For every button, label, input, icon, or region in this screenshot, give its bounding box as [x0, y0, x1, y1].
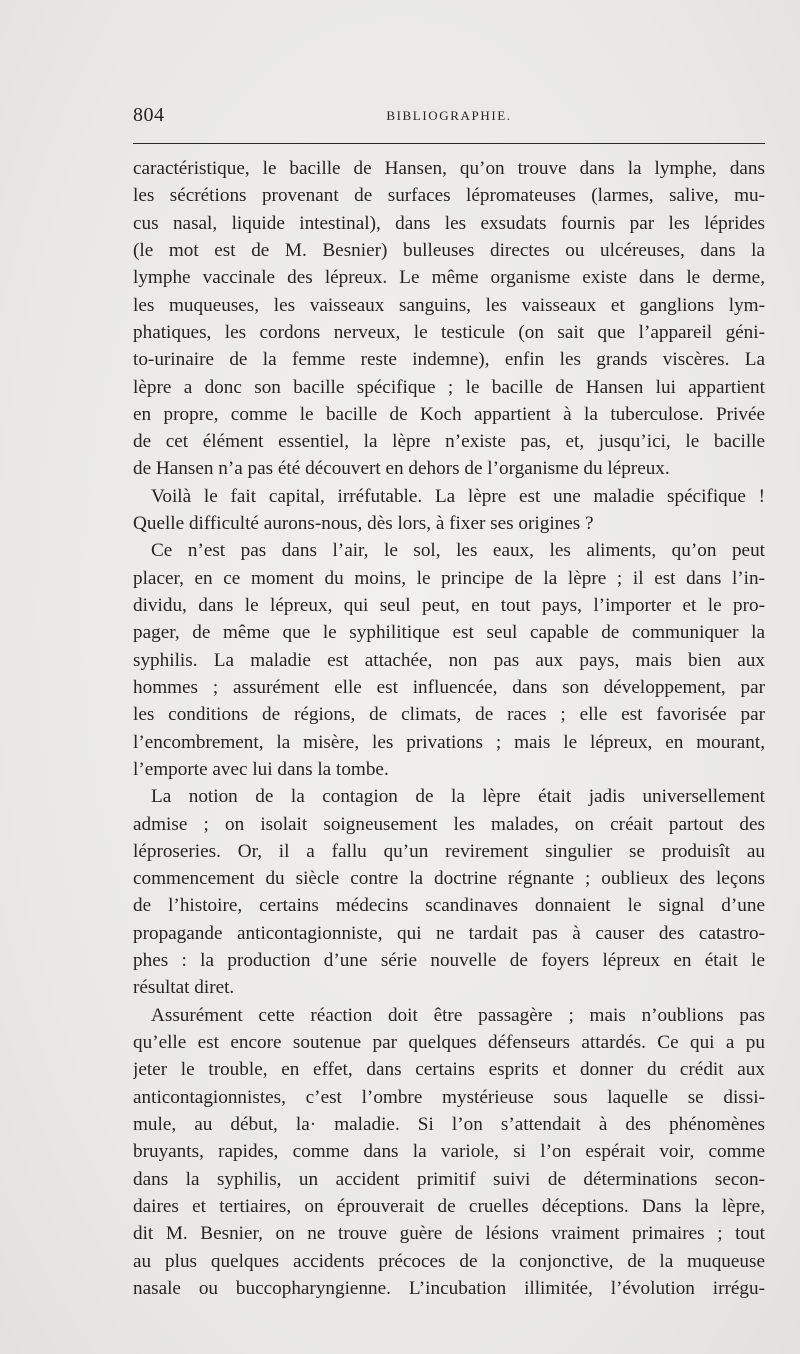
text-line: placer, en ce moment du moins, le principe de la lèpre ; il est dans l’in-: [133, 567, 765, 589]
text-line: de l’histoire, certains médecins scandinaves donnaient le signal d’une: [133, 895, 765, 917]
text-line: pager, de même que le syphilitique est seul capable de communiquer la: [133, 622, 765, 644]
header-rule: [133, 143, 765, 144]
text-line: propagande anticontagionniste, qui ne tardait pas à causer des catastro-: [133, 922, 765, 944]
text-line: les sécrétions provenant de surfaces lépromateuses (larmes, salive, mu-: [133, 185, 765, 207]
text-line: syphilis. La maladie est attachée, non pas aux pays, mais bien aux: [133, 649, 765, 671]
text-line: lèpre a donc son bacille spécifique ; le bacille de Hansen lui appartient: [133, 376, 765, 398]
text-line: phatiques, les cordons nerveux, le testicule (on sait que l’appareil géni-: [133, 321, 765, 343]
body-text: [133, 155, 765, 1302]
text-line: l’emporte avec lui dans la tombe.: [133, 758, 389, 780]
text-line: lymphe vaccinale des lépreux. Le même organisme existe dans le derme,: [133, 267, 765, 289]
text-line: qu’elle est encore soutenue par quelques défenseurs attardés. Ce qui a pu: [133, 1032, 765, 1053]
text-line: phes : la production d’une série nouvelle de foyers lépreux en était le: [133, 950, 765, 972]
text-line: dividu, dans le lépreux, qui seul peut, en tout pays, l’importer et le pro-: [133, 595, 765, 616]
text-line: au plus quelques accidents précoces de la conjonctive, de la muqueuse: [133, 1250, 765, 1272]
page-header: [133, 104, 765, 134]
text-line: hommes ; assurément elle est influencée, dans son développement, par: [133, 676, 765, 698]
text-line: anticontagionnistes, c’est l’ombre mystérieuse sous laquelle se dissi-: [133, 1086, 765, 1108]
text-line: de Hansen n’a pas été découvert en dehors de l’organisme du lépreux.: [133, 458, 670, 480]
text-line: commencement du siècle contre la doctrine régnante ; oublieux des leçons: [133, 868, 765, 890]
text-line: mule, au début, la· maladie. Si l’on s’attendait à des phénomènes: [133, 1113, 765, 1135]
text-line: caractéristique, le bacille de Hansen, qu’on trouve dans la lymphe, dans: [133, 158, 765, 179]
text-line: jeter le trouble, en effet, dans certains esprits et donner du crédit aux: [133, 1059, 765, 1081]
text-line: cus nasal, liquide intestinal), dans les exsudats fournis par les léprides: [133, 212, 765, 234]
text-line: l’encombrement, la misère, les privations ; mais le lépreux, en mourant,: [133, 731, 765, 753]
running-title: BIBLIOGRAPHIE.: [386, 108, 512, 123]
text-line: Ce n’est pas dans l’air, le sol, les eaux, les aliments, qu’on peut: [151, 540, 765, 562]
text-line: Assurément cette réaction doit être passagère ; mais n’oublions pas: [151, 1004, 765, 1026]
text-line: les muqueuses, les vaisseaux sanguins, les vaisseaux et ganglions lym-: [133, 294, 765, 316]
text-line: daires et tertiaires, on éprouverait de cruelles déceptions. Dans la lèpre,: [133, 1195, 765, 1217]
text-line: admise ; on isolait soigneusement les malades, on créait partout des: [133, 813, 765, 835]
text-line: léproseries. Or, il a fallu qu’un revirement singulier se produisît au: [133, 840, 765, 862]
text-line: de cet élément essentiel, la lèpre n’existe pas, et, jusqu’ici, le bacille: [133, 431, 765, 453]
text-line: to-urinaire de la femme reste indemne), enfin les grands viscères. La: [133, 349, 765, 371]
text-line: dans la syphilis, un accident primitif suivi de déterminations secon-: [133, 1168, 765, 1190]
text-line: La notion de la contagion de la lèpre était jadis universellement: [151, 786, 765, 808]
page-number: 804: [133, 104, 165, 126]
text-line: dit M. Besnier, on ne trouve guère de lésions vraiment primaires ; tout: [133, 1223, 765, 1245]
text-line: les conditions de régions, de climats, de races ; elle est favorisée par: [133, 704, 765, 726]
text-line: résultat diret.: [133, 977, 235, 999]
text-line: Quelle difficulté aurons-nous, dès lors, à fixer ses origines ?: [133, 513, 594, 535]
text-line: Voilà le fait capital, irréfutable. La lèpre est une maladie spécifique !: [151, 485, 765, 507]
text-line: (le mot est de M. Besnier) bulleuses directes ou ulcéreuses, dans la: [133, 239, 765, 261]
text-line: en propre, comme le bacille de Koch appartient à la tuberculose. Privée: [133, 403, 765, 425]
text-line: nasale ou buccopharyngienne. L’incubation illimitée, l’évolution irrégu-: [133, 1277, 765, 1299]
text-line: bruyants, rapides, comme dans la variole, si l’on espérait voir, comme: [133, 1141, 765, 1163]
